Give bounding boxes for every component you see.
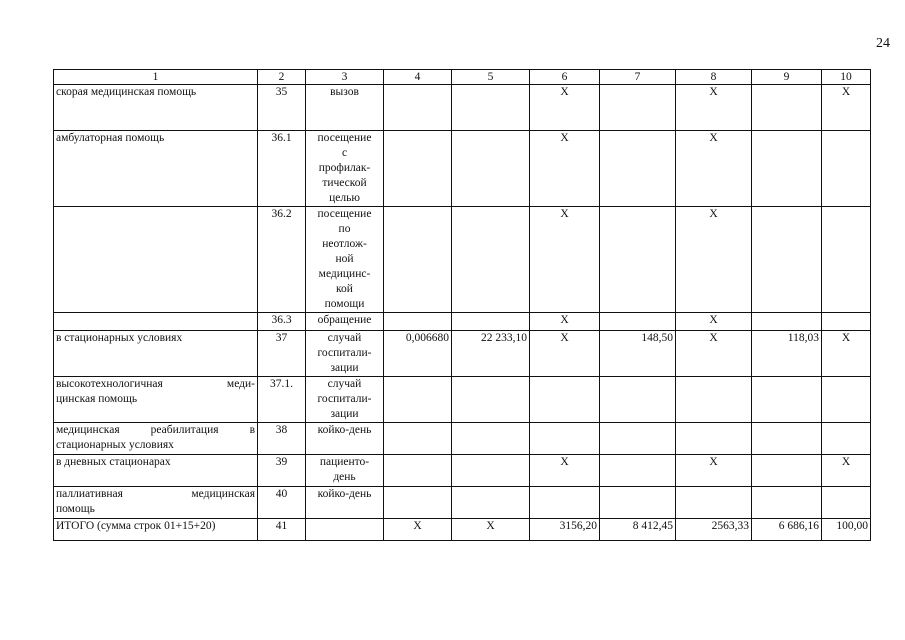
row-name-line: паллиативная медицинская [56,488,255,500]
unit-line: госпитали- [317,347,372,359]
header-cell: 6 [530,70,600,85]
value-cell-c5: 22 233,10 [452,331,530,377]
value-cell-c6 [530,487,600,519]
value-cell-c9 [752,313,822,331]
value-cell-c6 [530,377,600,423]
row-code-cell: 36.2 [258,207,306,313]
row-code-cell: 35 [258,85,306,131]
unit-line: зации [330,362,359,374]
value-cell-c7 [600,131,676,207]
value-cell-c5 [452,131,530,207]
row-unit-cell [306,455,384,487]
header-cell: 8 [676,70,752,85]
value-cell-c9: 6 686,16 [752,519,822,541]
value-cell-c4: Х [384,519,452,541]
value-cell-c4 [384,455,452,487]
value-cell-c9 [752,377,822,423]
value-cell-c8: Х [676,455,752,487]
row-name-cell [54,207,258,313]
table-row [54,455,871,487]
value-cell-c8 [676,423,752,455]
value-cell-c6: Х [530,313,600,331]
header-row [54,70,871,85]
row-name-line: помощь [56,503,95,515]
row-code-cell: 36.3 [258,313,306,331]
row-name-cell: в стационарных условиях [54,331,258,377]
row-name-line: медицинская реабилитация в [56,424,255,436]
value-cell-c4: 0,006680 [384,331,452,377]
value-cell-c4 [384,207,452,313]
row-name-cell: скорая медицинская помощь [54,85,258,131]
value-cell-c4 [384,313,452,331]
value-cell-c6: Х [530,331,600,377]
value-cell-c8: 2563,33 [676,519,752,541]
unit-line: вызов [330,86,359,98]
value-cell-c10 [822,487,871,519]
row-code-cell: 37 [258,331,306,377]
row-name-cell [54,423,258,455]
row-name-line: стационарных условиях [56,439,174,451]
row-unit-cell [306,423,384,455]
value-cell-c10 [822,207,871,313]
table-row [54,207,871,313]
header-cell: 9 [752,70,822,85]
row-unit-cell [306,487,384,519]
value-cell-c9 [752,85,822,131]
value-cell-c7 [600,313,676,331]
unit-line: посещение [317,132,372,144]
value-cell-c9: 118,03 [752,331,822,377]
value-cell-c5 [452,207,530,313]
unit-line: неотлож- [322,238,367,250]
value-cell-c10: Х [822,455,871,487]
row-unit-cell [306,131,384,207]
value-cell-c10 [822,377,871,423]
value-cell-c10 [822,131,871,207]
value-cell-c9 [752,423,822,455]
table-row [54,423,871,455]
table-body [54,85,871,541]
row-unit-cell [306,207,384,313]
unit-line: случай [327,378,362,390]
table-row [54,519,871,541]
value-cell-c7 [600,207,676,313]
page-number: 24 [876,36,890,51]
unit-line: обращение [317,314,372,326]
value-cell-c4 [384,487,452,519]
unit-line: профилак- [318,162,371,174]
data-table [53,69,871,541]
unit-line: койко-день [317,488,372,500]
value-cell-c9 [752,455,822,487]
unit-line: пациенто- [319,456,370,468]
value-cell-c8 [676,377,752,423]
value-cell-c4 [384,423,452,455]
table-row [54,377,871,423]
value-cell-c9 [752,207,822,313]
row-unit-cell [306,519,384,541]
unit-line: случай [327,332,362,344]
unit-line: медицинс- [318,268,371,280]
value-cell-c10 [822,313,871,331]
value-cell-c8: Х [676,331,752,377]
value-cell-c4 [384,85,452,131]
value-cell-c8: Х [676,313,752,331]
row-code-cell: 41 [258,519,306,541]
unit-line: зации [330,408,359,420]
unit-line: койко-день [317,424,372,436]
value-cell-c6: Х [530,131,600,207]
value-cell-c7 [600,377,676,423]
value-cell-c9 [752,487,822,519]
table-row [54,85,871,131]
value-cell-c7: 148,50 [600,331,676,377]
value-cell-c8 [676,487,752,519]
value-cell-c6: Х [530,455,600,487]
table-row [54,331,871,377]
value-cell-c9 [752,131,822,207]
row-code-cell: 40 [258,487,306,519]
unit-line: целью [329,192,360,204]
row-name-cell [54,487,258,519]
row-unit-cell [306,377,384,423]
value-cell-c10: Х [822,331,871,377]
unit-line: день [333,471,356,483]
value-cell-c7 [600,85,676,131]
table-row [54,313,871,331]
unit-line: тической [322,177,367,189]
row-unit-cell [306,313,384,331]
value-cell-c10: Х [822,85,871,131]
value-cell-c7 [600,455,676,487]
row-unit-cell [306,331,384,377]
row-name-cell: в дневных стационарах [54,455,258,487]
unit-line: кой [336,283,353,295]
row-code-cell: 39 [258,455,306,487]
value-cell-c7 [600,487,676,519]
value-cell-c8: Х [676,131,752,207]
unit-line: с [341,147,348,159]
row-code-cell: 37.1. [258,377,306,423]
value-cell-c4 [384,377,452,423]
header-cell: 5 [452,70,530,85]
value-cell-c5: Х [452,519,530,541]
value-cell-c10: 100,00 [822,519,871,541]
unit-line: по [338,223,351,235]
table-row [54,131,871,207]
row-code-cell: 36.1 [258,131,306,207]
value-cell-c6: 3156,20 [530,519,600,541]
table-row [54,487,871,519]
value-cell-c8: Х [676,207,752,313]
value-cell-c5 [452,423,530,455]
value-cell-c8: Х [676,85,752,131]
unit-line: посещение [317,208,372,220]
value-cell-c4 [384,131,452,207]
row-name-cell [54,313,258,331]
row-name-cell [54,377,258,423]
header-cell: 4 [384,70,452,85]
unit-line: госпитали- [317,393,372,405]
value-cell-c6 [530,423,600,455]
row-code-cell: 38 [258,423,306,455]
value-cell-c5 [452,377,530,423]
header-cell: 2 [258,70,306,85]
unit-line: помощи [324,298,365,310]
header-cell: 3 [306,70,384,85]
value-cell-c6: Х [530,85,600,131]
value-cell-c6: Х [530,207,600,313]
row-name-cell: ИТОГО (сумма строк 01+15+20) [54,519,258,541]
header-cell: 10 [822,70,871,85]
row-unit-cell [306,85,384,131]
row-name-line: цинская помощь [56,393,138,405]
value-cell-c5 [452,85,530,131]
value-cell-c10 [822,423,871,455]
header-cell: 7 [600,70,676,85]
value-cell-c7 [600,423,676,455]
row-name-cell: амбулаторная помощь [54,131,258,207]
value-cell-c5 [452,487,530,519]
value-cell-c7: 8 412,45 [600,519,676,541]
value-cell-c5 [452,455,530,487]
header-cell: 1 [54,70,258,85]
row-name-line: высокотехнологичная меди- [56,378,255,390]
value-cell-c5 [452,313,530,331]
unit-line: ной [335,253,354,265]
